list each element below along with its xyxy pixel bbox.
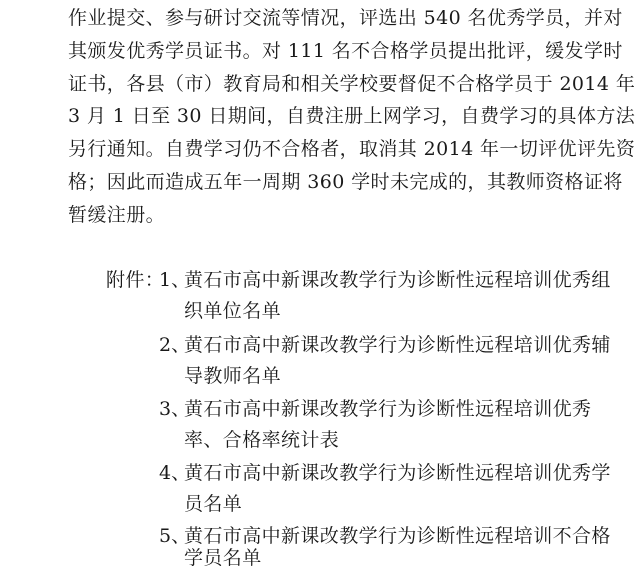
attachment-title: 黄石市高中新课改教学行为诊断性远程培训优秀组: [184, 269, 611, 291]
attachment-number: 1、: [159, 269, 191, 291]
body-line: 暂缓注册。: [68, 204, 166, 226]
attachment-title: 黄石市高中新课改教学行为诊断性远程培训优秀辅: [184, 334, 611, 356]
attachment-number: 2、: [159, 334, 191, 356]
attachment-title: 黄石市高中新课改教学行为诊断性远程培训优秀: [184, 398, 592, 420]
body-line: 证书，各县（市）教育局和相关学校要督促不合格学员于 2014 年: [68, 73, 636, 95]
attachment-number: 3、: [159, 398, 191, 420]
attachment-title-continued: 导教师名单: [184, 365, 282, 387]
attachment-title-continued: 学员名单: [184, 547, 262, 569]
body-line: 其颁发优秀学员证书。对 111 名不合格学员提出批评，缓发学时: [68, 40, 623, 62]
body-line: 格；因此而造成五年一周期 360 学时未完成的，其教师资格证将: [68, 171, 623, 193]
attachments-heading: 附件：: [106, 269, 165, 291]
attachment-number: 4、: [159, 462, 191, 484]
attachment-title-continued: 员名单: [184, 493, 243, 515]
attachment-title: 黄石市高中新课改教学行为诊断性远程培训不合格: [184, 525, 611, 547]
attachment-title-continued: 率、合格率统计表: [184, 429, 340, 451]
attachment-title: 黄石市高中新课改教学行为诊断性远程培训优秀学: [184, 462, 611, 484]
attachment-number: 5、: [159, 525, 191, 547]
body-line: 3 月 1 日至 30 日期间，自费注册上网学习，自费学习的具体方法: [68, 105, 636, 127]
body-line: 作业提交、参与研讨交流等情况，评选出 540 名优秀学员，并对: [68, 7, 623, 29]
attachment-title-continued: 织单位名单: [184, 300, 282, 322]
body-line: 另行通知。自费学习仍不合格者，取消其 2014 年一切评优评先资: [68, 138, 636, 160]
